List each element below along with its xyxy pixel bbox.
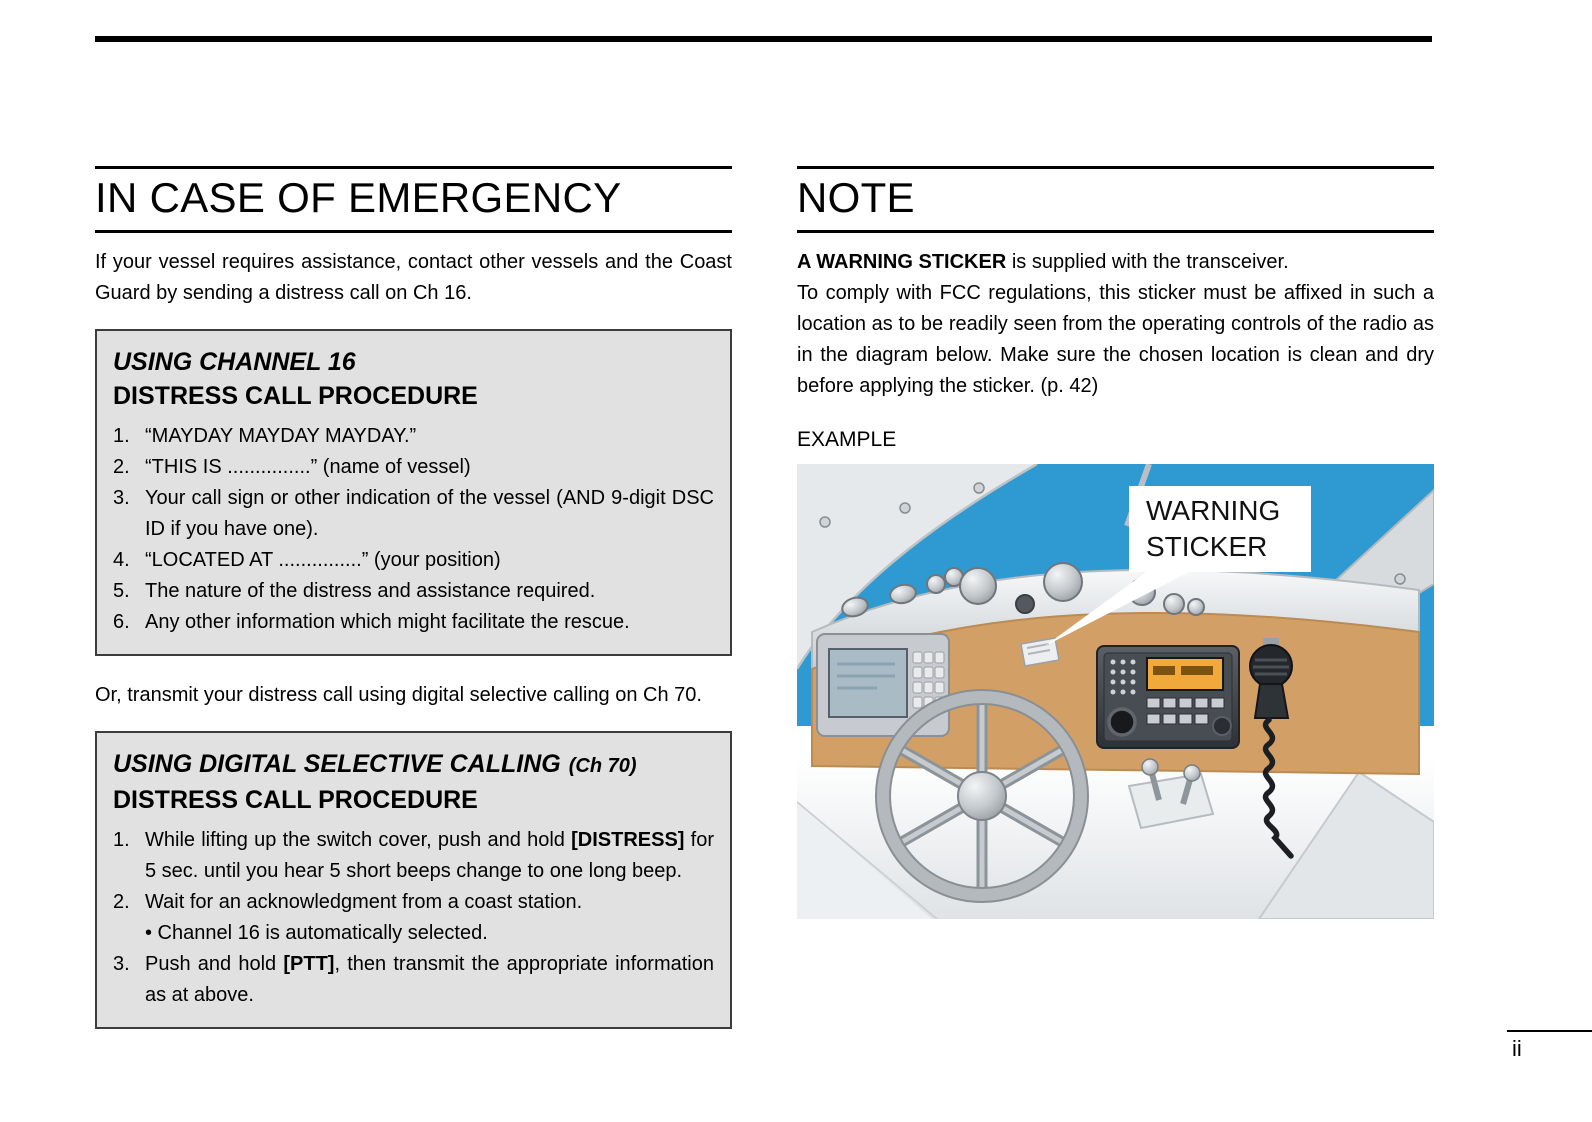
dsc-intro: Or, transmit your distress call using digital selective calling on Ch 70. xyxy=(95,684,702,707)
warning-sticker-lead: A WARNING STICKER xyxy=(797,251,1007,274)
list-item-number: 3. xyxy=(113,487,130,510)
list-item-text: Wait for an acknowledgment from a coast station. xyxy=(145,891,583,914)
ptt-key-label: [PTT] xyxy=(283,953,335,976)
list-item-number: 2. xyxy=(113,891,130,914)
list-item-text: Any other information which might facilitate the rescue. xyxy=(145,611,630,634)
list-item xyxy=(113,452,714,483)
list-item-number: 1. xyxy=(113,829,130,852)
dsc-box-heading xyxy=(113,747,714,783)
list-item-text: “LOCATED AT ...............” (your position) xyxy=(145,549,501,572)
emergency-title: IN CASE OF EMERGENCY xyxy=(95,166,732,233)
channel16-box-heading: USING CHANNEL 16 xyxy=(113,348,356,377)
example-illustration xyxy=(797,464,1434,919)
page-number-rule xyxy=(1507,1030,1592,1032)
radio-volume-knob xyxy=(1213,717,1231,735)
list-item-text: “THIS IS ...............” (name of vessel) xyxy=(145,456,471,479)
list-item-number: 3. xyxy=(113,953,130,976)
channel16-box-subheading: DISTRESS CALL PROCEDURE xyxy=(113,382,478,411)
callout-text-line2: STICKER xyxy=(1146,531,1268,563)
emergency-intro: If your vessel requires assistance, contact other vessels and the Coast Guard by sending a distress call on Ch 16. xyxy=(95,251,732,305)
emergency-section xyxy=(95,166,732,1029)
list-item xyxy=(113,887,714,918)
list-item xyxy=(113,576,714,607)
page-number: ii xyxy=(1512,1036,1522,1061)
note-section xyxy=(797,166,1434,919)
list-item xyxy=(113,545,714,576)
list-item-number: 6. xyxy=(113,611,130,634)
list-item xyxy=(113,949,714,1011)
dsc-box-heading-channel: (Ch 70) xyxy=(568,755,637,778)
dsc-box-subheading: DISTRESS CALL PROCEDURE xyxy=(113,786,478,815)
distress-key-label: [DISTRESS] xyxy=(571,829,685,852)
channel16-procedure-box xyxy=(95,329,732,656)
list-item-text: Push and hold [PTT], then transmit the appropriate information as at above. xyxy=(145,953,714,1007)
list-item-text: “MAYDAY MAYDAY MAYDAY.” xyxy=(145,425,417,448)
list-item-number: 1. xyxy=(113,425,130,448)
radio-channel-knob xyxy=(1109,709,1135,735)
list-item xyxy=(113,483,714,545)
helm-illustration xyxy=(797,464,1434,919)
list-item-number: 4. xyxy=(113,549,130,572)
list-item-number: 5. xyxy=(113,580,130,603)
dsc-procedure-box xyxy=(95,731,732,1029)
note-body-text: To comply with FCC regulations, this sticker must be affixed in such a location as to be readily seen from the operating controls of the radio as in the diagram below. Make sure the chosen location is clean and dry before applying the sticker. (p. 42) xyxy=(797,282,1434,398)
note-paragraph: A WARNING STICKER is supplied with the transceiver. To comply with FCC regulations, this sticker must be affixed in such a location as to be readily seen from the operating controls of the radio as in the diagram below. Make sure the chosen location is clean and dry before applying the sticker. (p. 42) xyxy=(797,251,1434,398)
list-item-sub-bullet: • Channel 16 is automatically selected. xyxy=(145,922,488,945)
list-item-text: While lifting up the switch cover, push and hold [DISTRESS] for 5 sec. until you hear 5 short beeps change to one long beep. xyxy=(145,829,715,883)
list-item-text: Your call sign or other indication of the vessel (AND 9-digit DSC ID if you have one). xyxy=(145,487,714,541)
list-item-text: The nature of the distress and assistance required. xyxy=(145,580,596,603)
list-item xyxy=(113,607,714,638)
dsc-box-heading-text: USING DIGITAL SELECTIVE CALLING xyxy=(113,750,561,779)
list-item xyxy=(113,825,714,887)
list-item-number: 2. xyxy=(113,456,130,479)
steering-wheel-hub xyxy=(958,772,1006,820)
marine-radio xyxy=(1097,646,1239,748)
callout-text-line1: WARNING xyxy=(1146,495,1281,527)
list-item xyxy=(113,421,714,452)
note-title: NOTE xyxy=(797,166,1434,233)
example-label: EXAMPLE xyxy=(797,428,897,452)
page-top-rule xyxy=(95,36,1432,42)
